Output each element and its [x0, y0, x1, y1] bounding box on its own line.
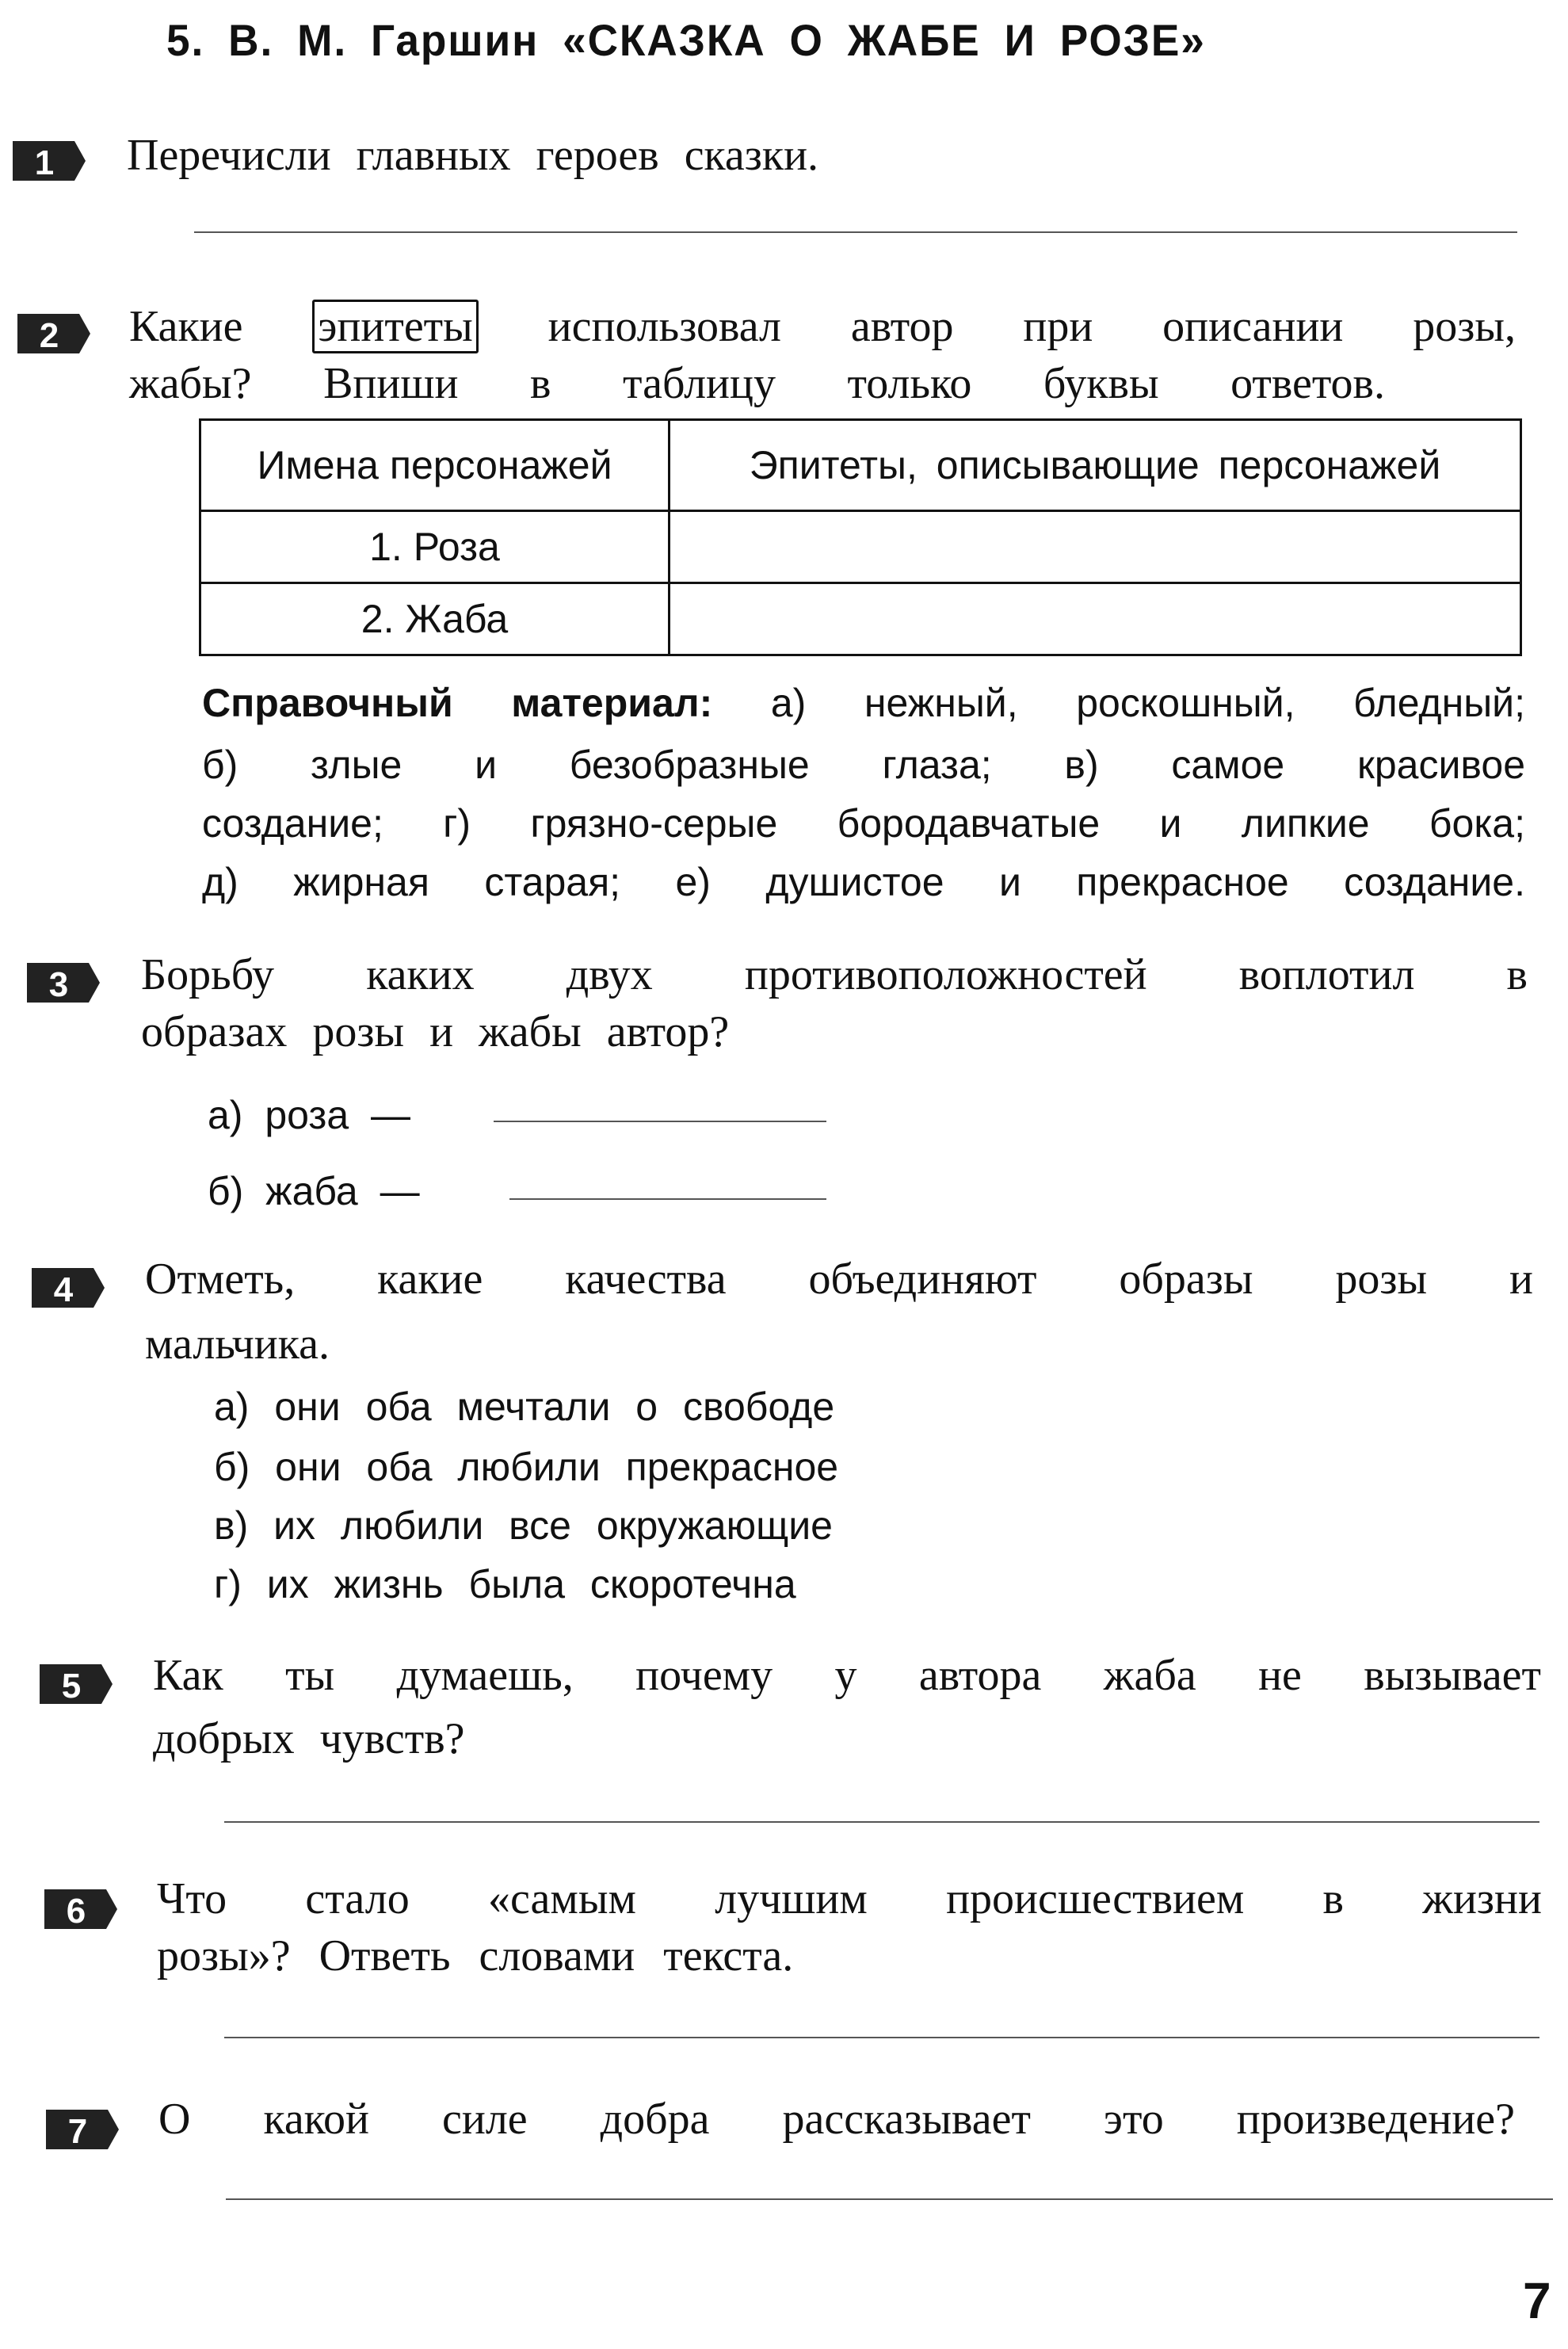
reference-line-2: б) злые и безобразные глаза; в) самое красивое	[202, 743, 1525, 787]
question-2-line-2: жабы? Впиши в таблицу только буквы ответов.	[129, 359, 1385, 408]
reference-line-3: создание; г) грязно-серые бородавчатые и липкие бока;	[202, 801, 1525, 846]
answer-line-1[interactable]	[194, 231, 1517, 233]
question-marker-1	[13, 141, 86, 181]
reference-line-4: д) жирная старая; е) душистое и прекрасное создание.	[202, 860, 1525, 904]
option-b[interactable]: б) они оба любили прекрасное	[214, 1445, 839, 1489]
option-c[interactable]: в) их любили все окружающие	[214, 1503, 833, 1548]
table-header: Эпитеты, описывающие персонажей	[670, 420, 1521, 511]
question-3-line-2: образах розы и жабы автор?	[141, 1007, 730, 1056]
answer-cell-toad[interactable]	[670, 583, 1521, 655]
option-b: б) жаба —	[208, 1169, 420, 1213]
question-2-line-1: Какие эпитеты использовал автор при описании розы,	[129, 301, 1516, 352]
answer-line-rose[interactable]	[494, 1121, 826, 1122]
svg-text:6: 6	[66, 1892, 86, 1929]
svg-text:3: 3	[48, 965, 69, 1003]
page-number: 7	[1523, 2272, 1551, 2329]
option-d[interactable]: г) их жизнь была скоротечна	[214, 1562, 796, 1606]
answer-line-toad[interactable]	[509, 1198, 826, 1200]
question-3-line-1: Борьбу каких двух противоположностей воплотил в	[141, 950, 1528, 999]
answer-cell-rose[interactable]	[670, 511, 1521, 583]
question-marker-7	[46, 2110, 119, 2149]
question-marker-6	[44, 1889, 117, 1929]
table-cell: 2. Жаба	[200, 583, 670, 655]
question-6-line-2: розы»? Ответь словами текста.	[157, 1931, 794, 1980]
question-7-text: О какой силе добра рассказывает это произведение?	[158, 2095, 1515, 2144]
svg-text:2: 2	[39, 316, 59, 353]
question-marker-3	[27, 963, 100, 1003]
svg-text:7: 7	[67, 2112, 88, 2149]
question-4-line-1: Отметь, какие качества объединяют образы розы и	[145, 1255, 1533, 1304]
answer-line-6[interactable]	[224, 2037, 1539, 2038]
answer-line-7[interactable]	[226, 2198, 1553, 2200]
question-5-line-1: Как ты думаешь, почему у автора жаба не вызывает	[153, 1651, 1541, 1700]
option-a[interactable]: а) они оба мечтали о свободе	[214, 1385, 835, 1429]
question-4-line-2: мальчика.	[145, 1320, 330, 1369]
reference-line-1: Справочный материал: а) нежный, роскошный, бледный;	[202, 681, 1525, 725]
svg-text:5: 5	[61, 1667, 82, 1704]
question-1-text: Перечисли главных героев сказки.	[127, 131, 819, 180]
svg-text:1: 1	[34, 143, 55, 181]
table-cell: 1. Роза	[200, 511, 670, 583]
question-marker-5	[40, 1664, 113, 1704]
answer-line-5[interactable]	[224, 1821, 1539, 1823]
question-5-line-2: добрых чувств?	[153, 1714, 465, 1763]
table-header: Имена персонажей	[200, 420, 670, 511]
epithets-table	[199, 418, 1522, 656]
page-title: 5. В. М. Гаршин «СКАЗКА О ЖАБЕ И РОЗЕ»	[166, 15, 1206, 65]
svg-text:4: 4	[53, 1270, 74, 1308]
option-a: а) роза —	[208, 1093, 411, 1137]
question-marker-2	[17, 314, 90, 353]
question-6-line-1: Что стало «самым лучшим происшествием в жизни	[157, 1874, 1542, 1923]
epithets-term: эпитеты	[312, 300, 478, 353]
question-marker-4	[32, 1268, 105, 1308]
